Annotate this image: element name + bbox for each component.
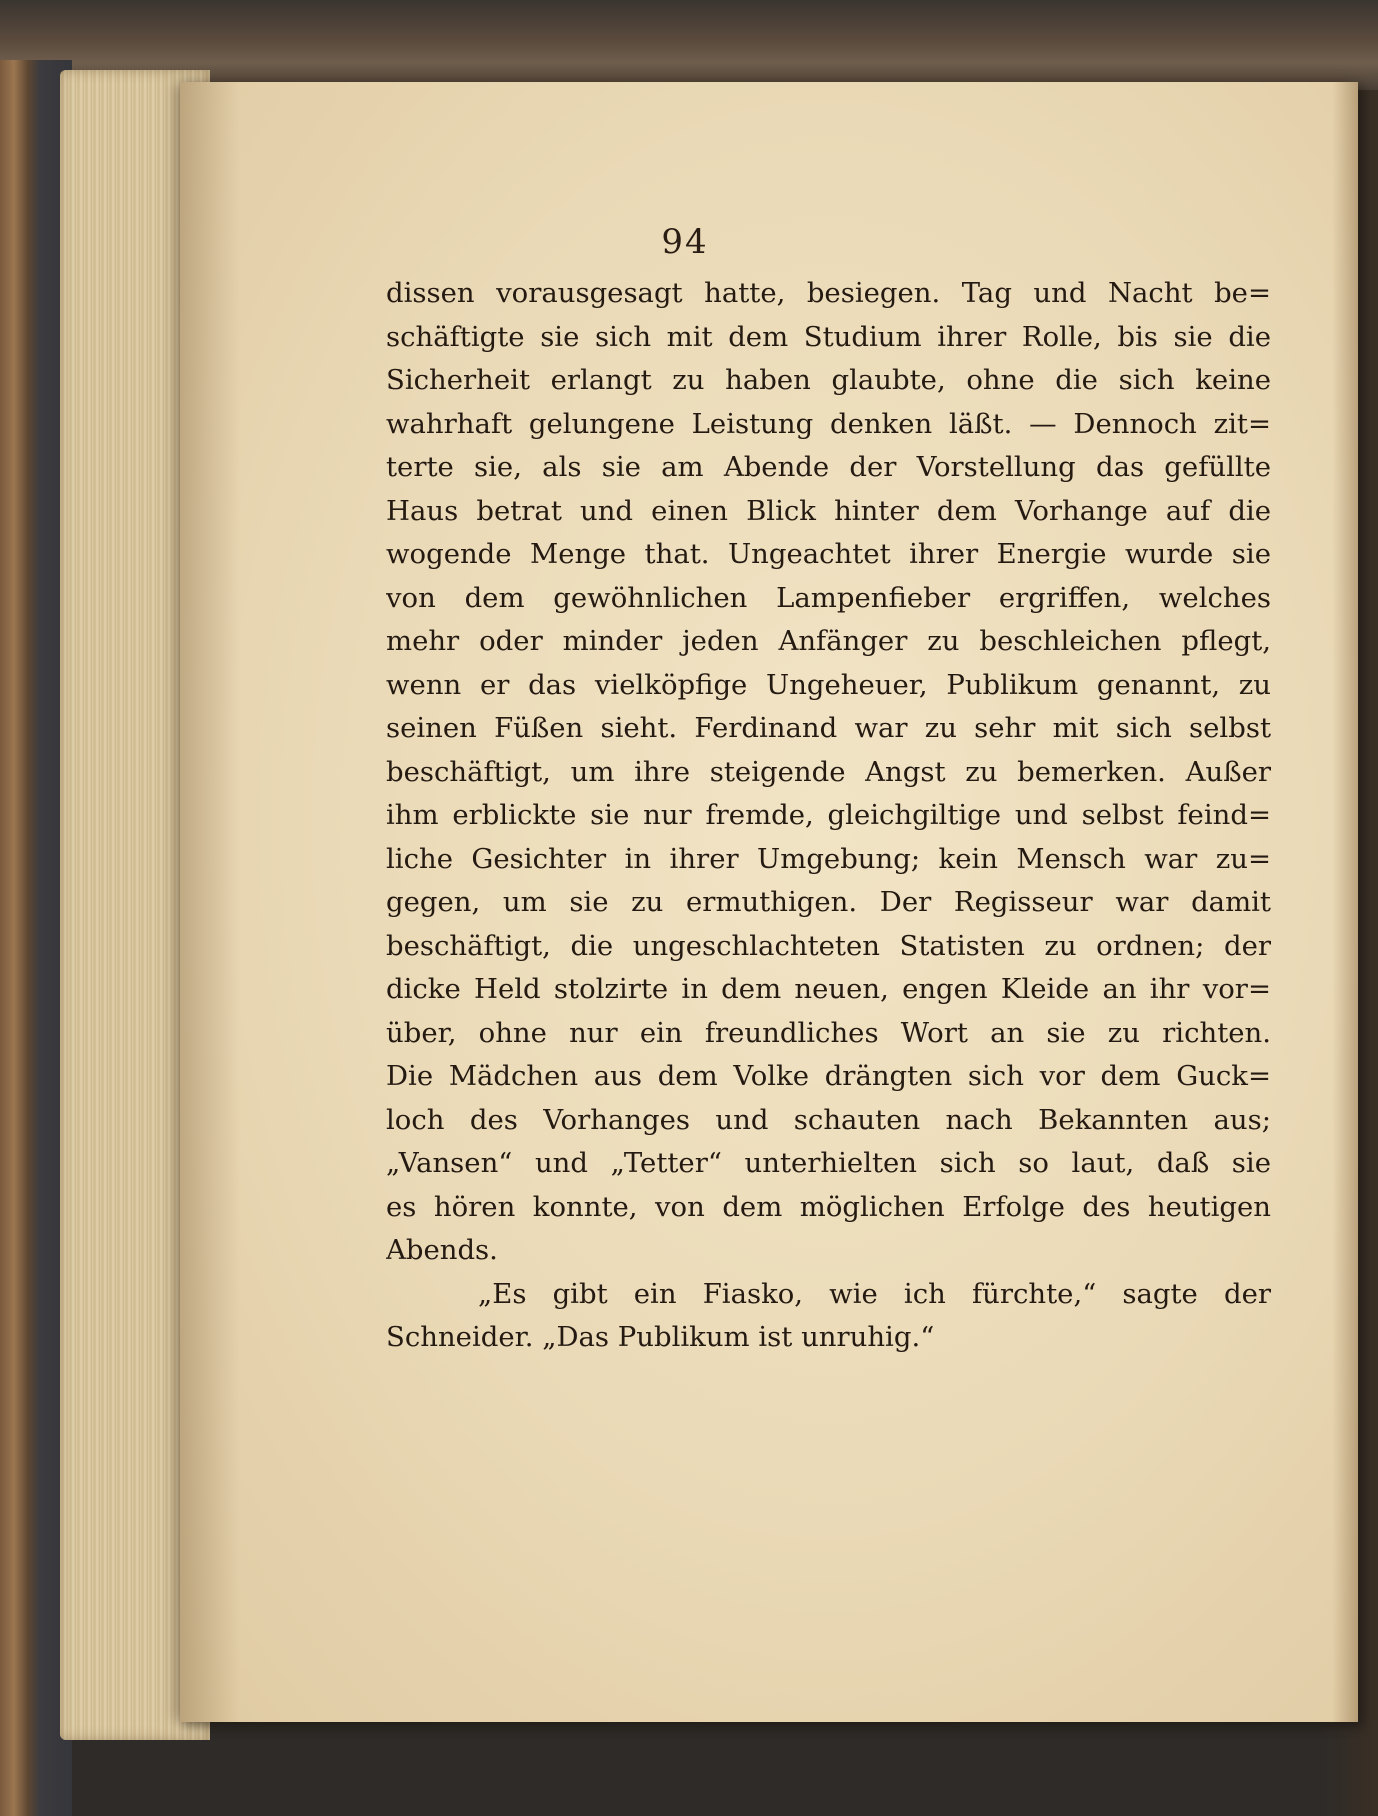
text-line: schäftigte sie sich mit dem Studium ihrer Rolle, bis sie die [386, 320, 1271, 353]
book-page [180, 82, 1358, 1722]
text-line: ihm erblickte sie nur fremde, gleichgiltige und selbst feind= [386, 799, 1271, 831]
text-line: beschäftigt, um ihre steigende Angst zu bemerken. Außer [386, 755, 1271, 788]
text-line: von dem gewöhnlichen Lampenfieber ergriffen, welches [386, 581, 1271, 614]
text-line: Die Mädchen aus dem Volke drängten sich vor dem Guck= [386, 1060, 1271, 1092]
page-right-edge [1332, 82, 1358, 1722]
text-line: wogende Menge that. Ungeachtet ihrer Energie wurde sie [386, 538, 1271, 570]
gutter-shadow [180, 82, 240, 1722]
text-line: Abends. [386, 1234, 498, 1266]
text-line: „Es gibt ein Fiasko, wie ich fürchte,“ sagte der [478, 1277, 1271, 1310]
text-line: über, ohne nur ein freundliches Wort an sie zu richten. [386, 1016, 1271, 1049]
text-line: wenn er das vielköpfige Ungeheuer, Publikum genannt, zu [386, 668, 1271, 701]
text-line: Haus betrat und einen Blick hinter dem Vorhange auf die [386, 494, 1271, 527]
text-line: liche Gesichter in ihrer Umgebung; kein Mensch war zu= [386, 842, 1271, 875]
page-number: 94 [661, 222, 709, 262]
text-line: mehr oder minder jeden Anfänger zu beschleichen pflegt, [386, 625, 1271, 657]
text-line: wahrhaft gelungene Leistung denken läßt. — Dennoch zit= [386, 407, 1271, 440]
text-line: dicke Held stolzirte in dem neuen, engen Kleide an ihr vor= [386, 973, 1271, 1005]
text-line: gegen, um sie zu ermuthigen. Der Regisseur war damit [386, 886, 1271, 918]
text-line: seinen Füßen sieht. Ferdinand war zu sehr mit sich selbst [386, 712, 1271, 744]
text-line: dissen vorausgesagt hatte, besiegen. Tag und Nacht be= [386, 277, 1271, 309]
text-line: beschäftigt, die ungeschlachteten Statisten zu ordnen; der [386, 929, 1271, 962]
text-line: „Vansen“ und „Tetter“ unterhielten sich so laut, daß sie [386, 1147, 1271, 1179]
text-line: Sicherheit erlangt zu haben glaubte, ohne die sich keine [386, 364, 1271, 396]
text-line: Schneider. „Das Publikum ist unruhig.“ [386, 1321, 935, 1353]
body-text [386, 272, 1271, 1360]
text-line: es hören konnte, von dem möglichen Erfolge des heutigen [386, 1190, 1271, 1223]
text-line: terte sie, als sie am Abende der Vorstellung das gefüllte [386, 451, 1271, 483]
text-line: loch des Vorhanges und schauten nach Bekannten aus; [386, 1103, 1271, 1136]
